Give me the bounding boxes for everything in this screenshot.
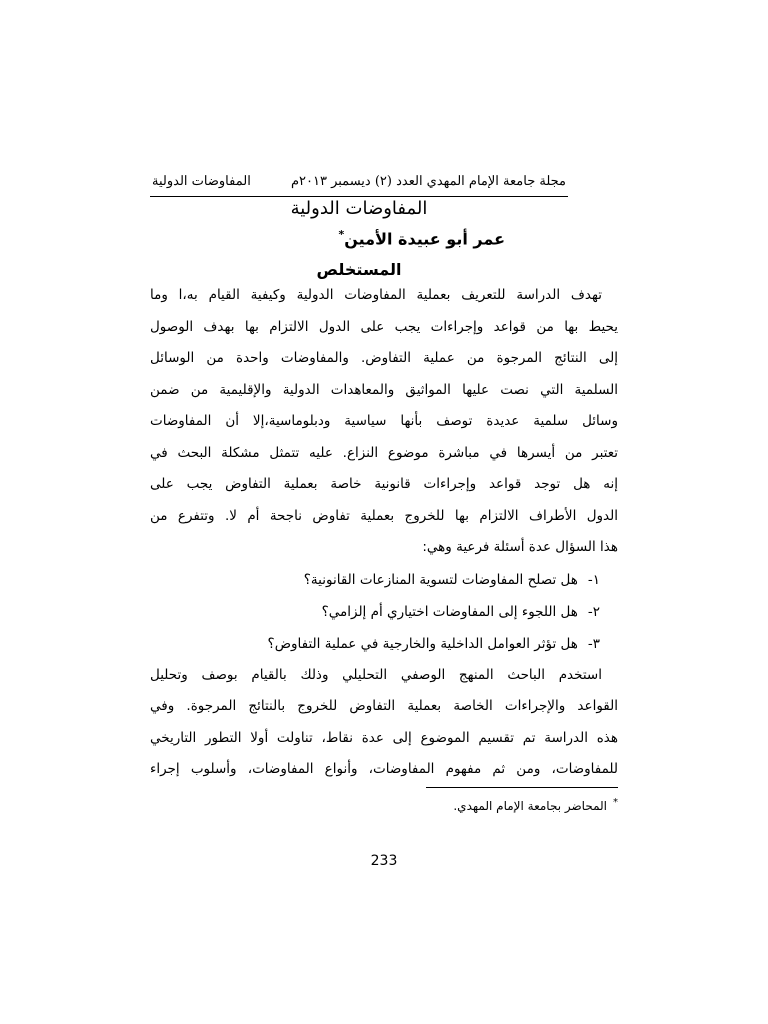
question-text: هل اللجوء إلى المفاوضات اختياري أم إلزامي؟: [321, 603, 578, 620]
text-line: السلمية التي نصت عليها المواثيق والمعاهدات الدولية والإقليمية من ضمن: [150, 381, 618, 398]
text-line: استخدم الباحث المنهج الوصفي التحليلي وذلك بالقيام بوصف وتحليل: [150, 666, 602, 683]
question-item: [150, 596, 618, 628]
footnote-marker: *: [613, 797, 618, 808]
page-number: 233: [370, 853, 398, 869]
question-text: هل تؤثر العوامل الداخلية والخارجية في عملية التفاوض؟: [267, 635, 578, 652]
question-text: هل تصلح المفاوضات لتسوية المنازعات القانونية؟: [303, 571, 578, 588]
journal-info: مجلة جامعة الإمام المهدي العدد (٢) ديسمبر ٢٠١٣م: [290, 174, 566, 189]
text-line: إنه هل توجد قواعد وإجراءات قانونية خاصة بعملية التفاوض يجب على: [150, 476, 618, 492]
text-line: هذه الدراسة تم تقسيم الموضوع إلى عدة نقاط، تناولت أولا التطور التاريخي: [150, 729, 618, 746]
text-line: يحيط بها من قواعد وإجراءات يجب على الدول الالتزام بها بهدف الوصول: [150, 318, 618, 335]
text-line: تعتبر من أيسرها في مباشرة موضوع النزاع. عليه تتمثل مشكلة البحث في: [150, 444, 618, 461]
author-name: عمر أبو عبيدة الأمين: [344, 229, 505, 249]
text-line: القواعد والإجراءات الخاصة بعملية التفاوض للخروج بالنتائج المرجوة. وفي: [150, 698, 618, 714]
author-line: [338, 228, 505, 248]
footnote-separator: [426, 787, 618, 788]
question-number: ١-: [587, 571, 600, 588]
text-line: هذا السؤال عدة أسئلة فرعية وهي:: [422, 539, 618, 555]
question-number: ٣-: [587, 635, 600, 652]
text-line: تهدف الدراسة للتعريف بعملية المفاوضات الدولية وكيفية القيام به،ا وما: [150, 287, 602, 303]
article-title: المفاوضات الدولية: [290, 198, 428, 219]
question-item: [150, 628, 618, 660]
footnote-text: المحاضر بجامعة الإمام المهدي.: [453, 799, 607, 813]
question-number: ٢-: [587, 603, 600, 620]
author-footnote-marker: *: [338, 228, 345, 241]
question-item: [150, 564, 618, 596]
abstract-body: [150, 280, 618, 786]
text-line: للمفاوضات، ومن ثم مفهوم المفاوضات، وأنواع المفاوضات، وأسلوب إجراء: [150, 761, 618, 777]
running-header: [150, 170, 568, 197]
header-section-title: المفاوضات الدولية: [152, 174, 251, 189]
footnote: [453, 797, 618, 813]
text-line: الدول الأطراف الالتزام بها للخروج بعملية تفاوض ناجحة أم لا. وتتفرع من: [150, 507, 618, 524]
text-line: إلى النتائج المرجوة من عملية التفاوض. والمفاوضات واحدة من الوسائل: [150, 350, 618, 366]
text-line: وسائل سلمية عديدة توصف بأنها سياسية ودبلوماسية،إلا أن المفاوضات: [150, 413, 618, 429]
abstract-heading: المستخلص: [316, 260, 402, 279]
